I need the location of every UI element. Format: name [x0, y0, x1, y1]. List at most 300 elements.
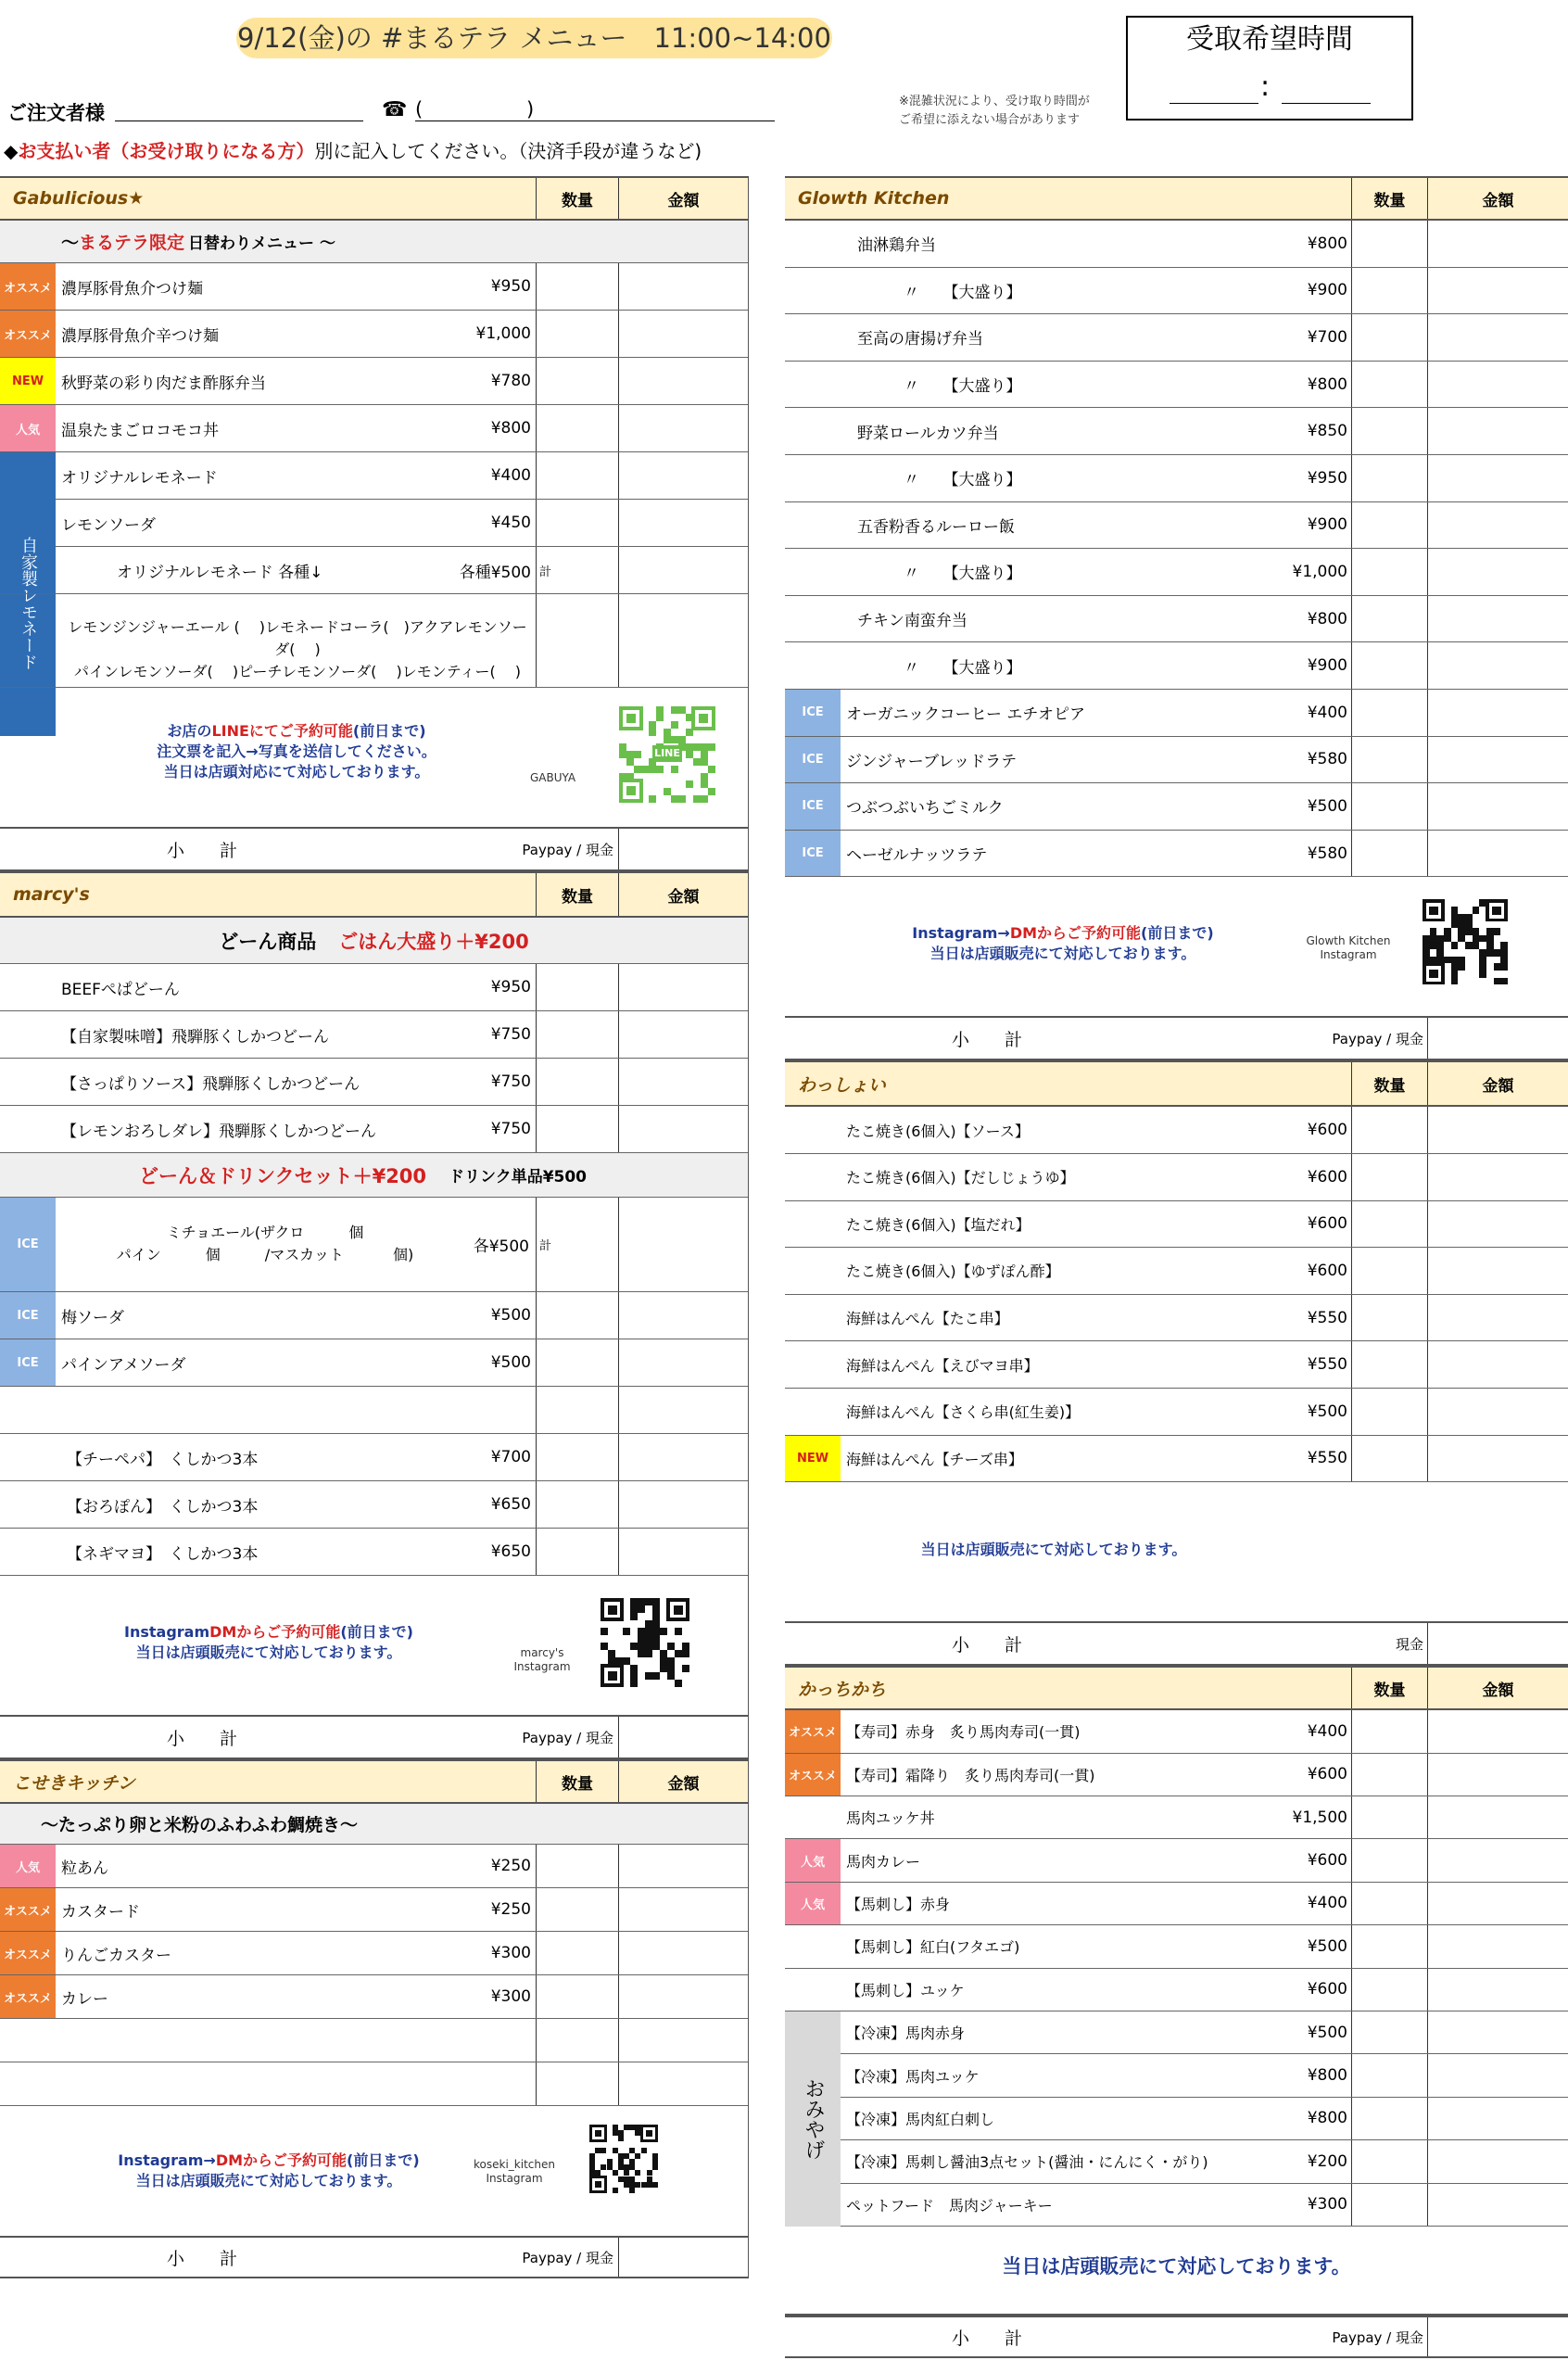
menu-item-name: 〃 【大盛り】 — [904, 471, 1022, 490]
amount-cell[interactable] — [1427, 831, 1568, 877]
lemonade-each-row — [0, 547, 748, 594]
amount-cell[interactable] — [618, 1975, 748, 2018]
lemonade-each-price: 各種¥500 — [459, 563, 531, 582]
amount-cell[interactable] — [1427, 1969, 1568, 2011]
menu-item-row — [785, 1969, 1568, 2011]
subheader-red: どーん＆ドリンクセット＋¥200 — [139, 1164, 427, 1187]
amount-cell[interactable] — [1427, 408, 1568, 454]
quantity-cell[interactable] — [536, 452, 618, 499]
menu-item-row — [785, 1201, 1568, 1249]
info-red: DMからご予約可能 — [209, 1623, 341, 1641]
drink-set-row — [0, 1198, 748, 1292]
quantity-cell[interactable] — [1351, 2011, 1427, 2053]
quantity-cell[interactable] — [1351, 502, 1427, 549]
amount-cell[interactable] — [1427, 268, 1568, 314]
marcys-info-block — [0, 1576, 749, 1715]
kacchi-info: 当日は店頭販売にて対応しております。 — [1002, 2255, 1351, 2278]
amount-cell[interactable] — [1427, 314, 1568, 361]
menu-item-price: ¥800 — [1307, 2066, 1347, 2086]
menu-item-price: ¥580 — [1307, 750, 1347, 769]
menu-item-price: ¥650 — [490, 1495, 531, 1514]
menu-item-price: ¥400 — [1307, 1721, 1347, 1741]
quantity-cell[interactable] — [1351, 1969, 1427, 2011]
pickup-hour-field[interactable] — [1170, 103, 1258, 104]
menu-item-price: ¥550 — [1307, 1355, 1347, 1375]
amount-cell[interactable] — [618, 1292, 748, 1339]
menu-item-name: 海鮮はんぺん【えびマヨ串】 — [846, 1356, 1039, 1375]
amount-cell[interactable] — [618, 1387, 748, 1433]
quantity-cell[interactable] — [1351, 362, 1427, 408]
subheader-red: まるテラ限定 — [79, 233, 185, 253]
menu-item-name: 【冷凍】馬肉紅白刺し — [846, 2110, 995, 2128]
quantity-cell[interactable] — [536, 1529, 618, 1575]
menu-item-name: 【馬刺し】紅白(フタエゴ) — [846, 1938, 1020, 1957]
menu-item-name: 馬肉ユッケ丼 — [846, 1809, 935, 1828]
qr-caption-2: Instagram — [1320, 948, 1377, 962]
quantity-cell[interactable] — [1351, 268, 1427, 314]
subheader-text — [0, 918, 748, 963]
amount-cell[interactable] — [618, 2062, 748, 2105]
section-header — [0, 176, 748, 221]
menu-item-row — [785, 1925, 1568, 1968]
shop-name: かっちかち — [798, 1679, 887, 1700]
marcys-subheader-1 — [0, 918, 748, 964]
quantity-header: 数量 — [536, 1761, 618, 1802]
menu-item-name: たこ焼き(6個入)【だしじょうゆ】 — [846, 1169, 1075, 1187]
quantity-cell[interactable] — [1351, 1154, 1427, 1200]
growth-info — [887, 923, 1239, 964]
menu-badge: ICE — [785, 831, 841, 877]
amount-header: 金額 — [618, 1761, 748, 1802]
menu-item-row — [0, 452, 748, 500]
amount-cell[interactable] — [618, 1481, 748, 1528]
menu-item-name: 【レモンおろしダレ】飛騨豚くしかつどーん — [61, 1122, 376, 1141]
amount-cell[interactable] — [1427, 1754, 1568, 1796]
quantity-cell[interactable] — [536, 1292, 618, 1339]
quantity-cell[interactable] — [536, 263, 618, 310]
note-line-2: ご希望に添えない場合があります — [899, 113, 1081, 127]
info-pre: Instagram→ — [118, 2151, 216, 2169]
amount-cell[interactable] — [618, 358, 748, 404]
info-line-2: 当日は店頭販売にて対応しております。 — [135, 2172, 402, 2189]
subtotal-row — [0, 827, 748, 871]
menu-item-name: パインアメソーダ — [61, 1355, 186, 1375]
payment-instruction-red: お支払い者（お受け取りになる方） — [18, 140, 315, 162]
info-line-1 — [93, 1622, 445, 1643]
menu-item-price: ¥1,500 — [1292, 1808, 1347, 1827]
amount-cell[interactable] — [1427, 502, 1568, 549]
amount-cell[interactable] — [1427, 1883, 1568, 1924]
amount-cell[interactable] — [618, 311, 748, 357]
menu-badge: NEW — [0, 358, 56, 404]
menu-badge: オススメ — [0, 1888, 56, 1931]
info-line-3: 当日は店頭対応にて対応しております。 — [163, 763, 430, 780]
menu-item-price: ¥600 — [1307, 1980, 1347, 1999]
section-header — [785, 176, 1568, 221]
quantity-cell[interactable] — [1351, 831, 1427, 877]
menu-item-row — [0, 1932, 748, 1975]
quantity-cell[interactable] — [536, 405, 618, 451]
amount-cell[interactable] — [1427, 2098, 1568, 2139]
quantity-cell[interactable] — [536, 1932, 618, 1974]
quantity-cell[interactable] — [1351, 1201, 1427, 1248]
info-pre: Instagram — [124, 1623, 210, 1641]
menu-item-name: 五香粉香るルーロー飯 — [857, 517, 1015, 537]
menu-badge: オススメ — [0, 1975, 56, 2018]
menu-item-name: ペットフード 馬肉ジャーキー — [846, 2196, 1053, 2214]
quantity-cell[interactable] — [1351, 1796, 1427, 1838]
payment-method-label: Paypay / 現金 — [522, 841, 613, 858]
subtotal-label: 小 計 — [952, 1634, 1023, 1656]
menu-item-name: 濃厚豚骨魚介辛つけ麺 — [61, 326, 219, 346]
menu-item-row — [785, 1154, 1568, 1201]
menu-badge: ICE — [785, 690, 841, 736]
quantity-cell[interactable] — [1351, 642, 1427, 689]
menu-item-row — [785, 596, 1568, 643]
menu-item-price: ¥500 — [490, 1353, 531, 1372]
menu-badge: 人気 — [785, 1883, 841, 1924]
subheader-text — [61, 221, 335, 262]
amount-cell[interactable] — [1427, 221, 1568, 267]
amount-cell[interactable] — [618, 500, 748, 546]
menu-item-name: 粒あん — [61, 1859, 108, 1878]
amount-cell[interactable] — [618, 263, 748, 310]
info-post: (前日まで) — [352, 722, 426, 740]
orderer-label: ご注文者様 — [7, 102, 105, 124]
info-line-1 — [887, 923, 1239, 944]
info-line-2: 注文票を記入→写真を送信してください。 — [157, 742, 436, 760]
menu-badge: オススメ — [785, 1710, 841, 1752]
phone-icon: ☎ — [382, 98, 408, 121]
amount-cell[interactable] — [618, 547, 748, 593]
menu-item-row — [0, 1059, 748, 1106]
menu-badge: 人気 — [0, 405, 56, 451]
info-pre: Instagram→ — [912, 924, 1010, 943]
menu-item-name: 濃厚豚骨魚介つけ麺 — [61, 279, 203, 298]
quantity-cell[interactable] — [1351, 1710, 1427, 1752]
instagram-qr-icon — [589, 2125, 658, 2193]
menu-item-price: ¥500 — [490, 1306, 531, 1325]
quantity-cell[interactable] — [536, 1387, 618, 1433]
menu-item-row — [0, 1888, 748, 1932]
menu-item-row — [0, 1529, 748, 1576]
amount-cell[interactable] — [618, 452, 748, 499]
quantity-cell[interactable] — [1351, 2184, 1427, 2226]
quantity-cell[interactable] — [1351, 1295, 1427, 1341]
menu-item-price: ¥800 — [1307, 609, 1347, 628]
payment-method-label: Paypay / 現金 — [522, 2249, 613, 2266]
quantity-cell[interactable] — [1351, 1248, 1427, 1294]
menu-item-name: 【冷凍】馬肉ユッケ — [846, 2067, 980, 2086]
quantity-cell[interactable] — [1351, 2054, 1427, 2096]
quantity-cell[interactable] — [1351, 1389, 1427, 1435]
menu-item-name: 【冷凍】馬肉赤身 — [846, 2024, 966, 2043]
amount-cell[interactable] — [1427, 596, 1568, 642]
info-red: DMからご予約可能 — [1009, 924, 1142, 943]
quantity-cell[interactable] — [536, 2019, 618, 2062]
menu-item-name: 【寿司】赤身 炙り馬肉寿司(一貫) — [846, 1723, 1081, 1742]
menu-item-row — [785, 2098, 1568, 2140]
menu-item-row — [785, 1341, 1568, 1389]
quantity-cell[interactable] — [1351, 2140, 1427, 2182]
amount-cell[interactable] — [618, 1106, 748, 1152]
phone-open-paren: ( — [415, 98, 424, 121]
payment-method-label: Paypay / 現金 — [1332, 2329, 1423, 2346]
amount-cell[interactable] — [1427, 1248, 1568, 1294]
lemonade-options-text — [61, 616, 534, 683]
quantity-cell[interactable] — [1351, 690, 1427, 736]
qr-caption-2: Instagram — [486, 2172, 543, 2185]
menu-badge: ICE — [785, 783, 841, 830]
quantity-cell[interactable] — [536, 1339, 618, 1386]
amount-cell[interactable] — [1427, 2184, 1568, 2226]
amount-cell[interactable] — [1427, 1018, 1568, 1059]
gabulicious-info — [120, 721, 473, 782]
menu-item-name: 海鮮はんぺん【チーズ串】 — [846, 1450, 1023, 1468]
menu-item-row — [785, 455, 1568, 502]
quantity-cell[interactable] — [536, 500, 618, 546]
pickup-time-box[interactable] — [1126, 16, 1413, 121]
menu-item-price: ¥700 — [490, 1448, 531, 1466]
subtotal-label: 小 計 — [952, 1029, 1023, 1050]
empty-row — [0, 2062, 748, 2106]
info-line-1 — [120, 721, 473, 742]
menu-item-price: ¥950 — [490, 277, 531, 296]
menu-item-price: ¥900 — [1307, 515, 1347, 535]
quantity-cell[interactable] — [1351, 2098, 1427, 2139]
menu-item-row — [785, 1883, 1568, 1925]
section-header — [0, 1759, 748, 1804]
amount-cell[interactable] — [618, 1059, 748, 1105]
menu-item-row — [785, 1796, 1568, 1839]
qr-caption-2: Instagram — [513, 1660, 571, 1673]
amount-cell[interactable] — [1427, 1107, 1568, 1153]
gabulicious-info-block — [0, 688, 749, 827]
quantity-header: 数量 — [1351, 1668, 1427, 1708]
info-red: DMからご予約可能 — [215, 2151, 348, 2169]
quantity-cell[interactable] — [1351, 1107, 1427, 1153]
menu-item-row — [785, 831, 1568, 878]
amount-cell[interactable] — [1427, 1389, 1568, 1435]
subheader-red: ごはん大盛り＋¥200 — [338, 930, 529, 953]
quantity-cell[interactable] — [1351, 737, 1427, 783]
subheader-prefix: ～ — [61, 233, 80, 253]
quantity-cell[interactable] — [536, 1888, 618, 1931]
menu-item-name: 【おろぽん】 くしかつ3本 — [67, 1497, 259, 1516]
menu-item-name: りんごカスター — [61, 1946, 171, 1965]
qr-caption-1: marcy's — [520, 1646, 564, 1659]
menu-item-row — [785, 2184, 1568, 2227]
amount-cell[interactable] — [1427, 1154, 1568, 1200]
menu-item-name: 【馬刺し】ユッケ — [846, 1981, 965, 1999]
menu-item-price: ¥550 — [1307, 1449, 1347, 1468]
menu-item-row — [785, 1754, 1568, 1796]
pickup-time-title: 受取希望時間 — [1186, 23, 1353, 56]
amount-cell[interactable] — [1427, 549, 1568, 595]
menu-item-name: カレー — [61, 1989, 108, 2009]
amount-cell[interactable] — [1427, 2011, 1568, 2053]
instagram-qr-icon — [601, 1598, 689, 1687]
menu-item-price: ¥800 — [1307, 374, 1347, 394]
amount-cell[interactable] — [618, 829, 748, 869]
amount-cell[interactable] — [618, 1717, 748, 1758]
amount-cell[interactable] — [1427, 690, 1568, 736]
amount-cell[interactable] — [1427, 2054, 1568, 2096]
menu-item-price: ¥800 — [1307, 234, 1347, 253]
amount-cell[interactable] — [618, 1339, 748, 1386]
amount-cell[interactable] — [1427, 642, 1568, 689]
quantity-cell[interactable] — [1351, 1839, 1427, 1881]
menu-item-row — [0, 1011, 748, 1059]
menu-item-name: 【寿司】霜降り 炙り馬肉寿司(一貫) — [846, 1766, 1095, 1784]
koseki-info — [93, 2151, 445, 2191]
amount-cell[interactable] — [618, 405, 748, 451]
quantity-cell[interactable] — [536, 2062, 618, 2105]
quantity-cell[interactable] — [1351, 455, 1427, 501]
quantity-cell[interactable] — [536, 1481, 618, 1528]
payment-method-label: 現金 — [1395, 1635, 1423, 1653]
quantity-cell[interactable] — [1351, 783, 1427, 830]
amount-cell[interactable] — [618, 594, 748, 687]
menu-item-row — [0, 1845, 748, 1888]
amount-cell[interactable] — [618, 1434, 748, 1480]
amount-cell[interactable] — [1427, 1295, 1568, 1341]
amount-cell[interactable] — [1427, 1925, 1568, 1967]
koseki-subheader — [0, 1804, 748, 1845]
menu-item-row — [0, 1975, 748, 2019]
menu-item-price: ¥400 — [490, 466, 531, 485]
qr-caption — [463, 2158, 565, 2186]
amount-cell[interactable] — [1427, 1839, 1568, 1881]
amount-cell[interactable] — [1427, 455, 1568, 501]
menu-item-name: 野菜ロールカツ弁当 — [857, 424, 999, 443]
menu-item-row — [785, 314, 1568, 362]
menu-item-row — [0, 964, 748, 1011]
quantity-cell[interactable] — [1351, 1436, 1427, 1482]
amount-cell[interactable] — [618, 1845, 748, 1887]
menu-item-name: たこ焼き(6個入)【ソース】 — [846, 1122, 1030, 1140]
pickup-minute-field[interactable] — [1282, 103, 1371, 104]
quantity-cell[interactable] — [1351, 1754, 1427, 1796]
menu-item-name: レモンソーダ — [61, 515, 156, 535]
subtotal-row — [0, 1715, 748, 1759]
quantity-cell[interactable] — [1351, 1883, 1427, 1924]
quantity-cell[interactable] — [1351, 549, 1427, 595]
amount-cell[interactable] — [1427, 737, 1568, 783]
amount-cell[interactable] — [618, 1888, 748, 1931]
drink-line-2: パイン 個 /マスカット 個) — [116, 1246, 414, 1263]
amount-cell[interactable] — [1427, 362, 1568, 408]
amount-cell[interactable] — [1427, 1341, 1568, 1388]
menu-item-row — [0, 1481, 748, 1529]
instagram-qr-icon — [1423, 899, 1508, 984]
menu-item-price: ¥600 — [1307, 1214, 1347, 1234]
menu-item-row — [785, 642, 1568, 690]
amount-cell[interactable] — [618, 1011, 748, 1058]
wasshoi-info: 当日は店頭販売にて対応しております。 — [920, 1541, 1187, 1559]
wasshoi-info-block — [785, 1482, 1568, 1621]
amount-cell[interactable] — [618, 1198, 748, 1291]
menu-item-row — [785, 1107, 1568, 1154]
quantity-cell[interactable] — [1351, 1341, 1427, 1388]
quantity-cell[interactable] — [1351, 221, 1427, 267]
amount-cell[interactable] — [618, 1529, 748, 1575]
quantity-cell[interactable] — [536, 1975, 618, 2018]
quantity-cell[interactable] — [536, 1845, 618, 1887]
empty-row — [0, 2019, 748, 2062]
quantity-cell[interactable] — [1351, 596, 1427, 642]
subtotal-row — [785, 1016, 1568, 1060]
quantity-cell[interactable] — [1351, 314, 1427, 361]
quantity-cell[interactable] — [536, 311, 618, 357]
quantity-cell[interactable] — [536, 1011, 618, 1058]
amount-cell[interactable] — [1427, 2140, 1568, 2182]
qr-caption-1: Glowth Kitchen — [1306, 934, 1391, 948]
menu-item-price: ¥300 — [490, 1944, 531, 1962]
quantity-cell[interactable] — [536, 358, 618, 404]
quantity-cell[interactable] — [536, 594, 618, 687]
quantity-cell[interactable] — [536, 1059, 618, 1105]
menu-item-name: 【さっぱりソース】飛騨豚くしかつどーん — [61, 1074, 360, 1094]
menu-item-price: ¥600 — [1307, 1121, 1347, 1140]
menu-item-price: ¥600 — [1307, 1167, 1347, 1186]
amount-cell[interactable] — [1427, 1623, 1568, 1664]
menu-item-row — [785, 1710, 1568, 1753]
omiyage-band: おみやげ — [785, 2011, 841, 2227]
quantity-cell[interactable] — [536, 964, 618, 1010]
menu-item-row — [785, 221, 1568, 268]
amount-cell[interactable] — [1427, 1796, 1568, 1838]
diamond-icon: ◆ — [4, 140, 19, 162]
menu-item-name: たこ焼き(6個入)【ゆずぽん酢】 — [846, 1263, 1060, 1281]
menu-badge: 人気 — [0, 1845, 56, 1887]
amount-cell[interactable] — [618, 2238, 748, 2277]
info-line-2: 当日は店頭販売にて対応しております。 — [135, 1643, 402, 1661]
quantity-cell[interactable] — [1351, 408, 1427, 454]
quantity-cell[interactable] — [536, 1434, 618, 1480]
menu-item-price: ¥500 — [1307, 2023, 1347, 2042]
shop-name: わっしょい — [798, 1074, 886, 1096]
menu-item-name: 馬肉カレー — [846, 1852, 921, 1871]
quantity-cell[interactable] — [536, 1106, 618, 1152]
menu-item-price: ¥600 — [1307, 1851, 1347, 1871]
subtotal-label: 小 計 — [952, 2328, 1023, 2349]
kei-label: 計 — [539, 565, 552, 579]
quantity-header: 数量 — [536, 178, 618, 219]
subheader-black: どーん商品 — [219, 930, 317, 953]
menu-item-name: 【自家製味噌】飛騨豚くしかつどーん — [61, 1027, 329, 1047]
quantity-cell[interactable] — [1351, 1925, 1427, 1967]
amount-cell[interactable] — [1427, 783, 1568, 830]
section-header — [0, 871, 748, 918]
menu-item-price: ¥250 — [490, 1900, 531, 1919]
amount-cell[interactable] — [1427, 1710, 1568, 1752]
menu-item-row — [785, 783, 1568, 831]
amount-cell[interactable] — [618, 2019, 748, 2062]
menu-item-price: ¥400 — [1307, 1894, 1347, 1913]
amount-cell[interactable] — [1427, 1436, 1568, 1482]
marcys-info — [93, 1622, 445, 1663]
menu-item-name: ヘーゼルナッツラテ — [846, 846, 988, 866]
amount-cell[interactable] — [618, 1932, 748, 1974]
menu-item-price: ¥400 — [1307, 703, 1347, 722]
amount-cell[interactable] — [1427, 1201, 1568, 1248]
amount-cell[interactable] — [1427, 2317, 1568, 2356]
amount-header: 金額 — [618, 178, 748, 219]
amount-cell[interactable] — [618, 964, 748, 1010]
menu-item-name: チキン南蛮弁当 — [857, 612, 967, 631]
subtotal-label: 小 計 — [167, 840, 238, 861]
